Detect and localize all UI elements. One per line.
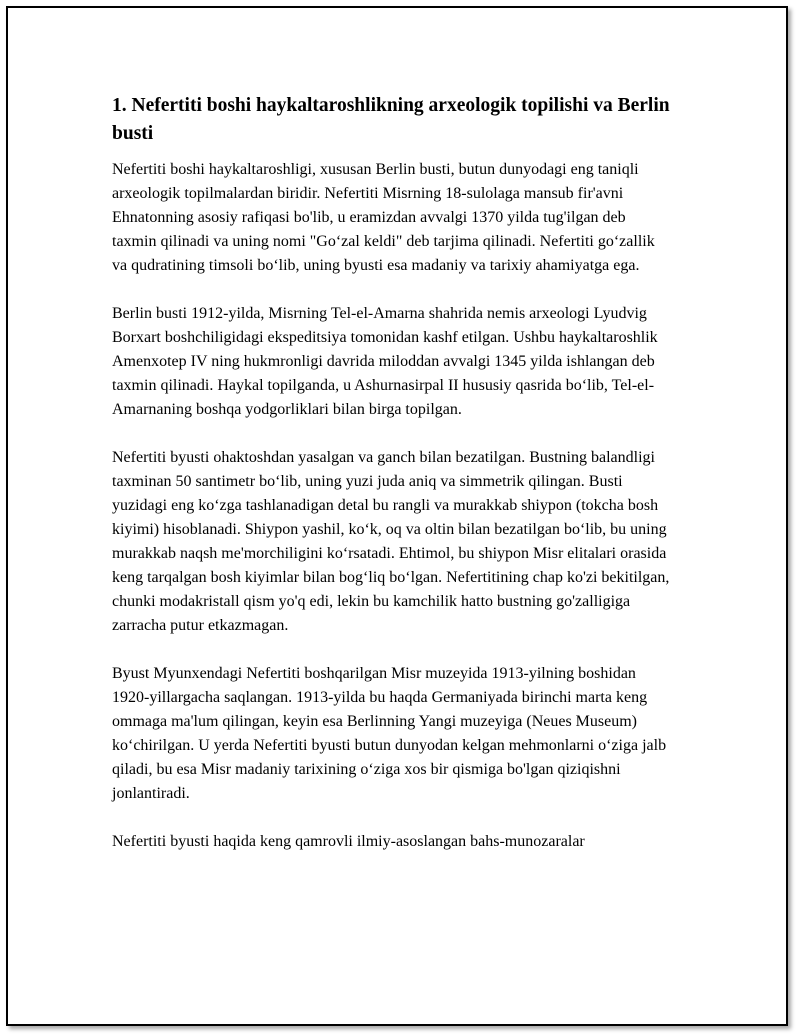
paragraph-museum: Byust Myunxendagi Nefertiti boshqarilgan Misr muzeyida 1913-yilning boshidan 1920-yillargacha saqlangan. 1913-yilda bu haqda Germaniyada birinchi marta keng ommaga ma'lum qilingan, keyin esa Berlinning Yangi muzeyiga (Neues Museum) ko‘chirilgan. U yerda Nefertiti byusti butun dunyodan kelgan mehmonlarni o‘ziga jalb qiladi, bu esa Misr madaniy tarixining o‘ziga xos bir qismiga bo'lgan qiziqishni jonlantiradi. — [112, 665, 667, 802]
paragraph-intro: Nefertiti boshi haykaltaroshligi, xususan Berlin busti, butun dunyodagi eng taniqli arxeologik topilmalardan biridir. Nefertiti Misrning 18-sulolaga mansub fir'avni Ehnatonning asosiy rafiqasi bo'lib, u eramizdan avvalgi 1370 yilda tug'ilgan deb taxmin qilinadi va uning nomi "Go‘zal keldi" deb tarjima qilinadi. Nefertiti go‘zallik va qudratining timsoli bo‘lib, uning byusti esa madaniy va tarixiy ahamiyatga ega. — [112, 161, 655, 274]
section-heading: 1. Nefertiti boshi haykaltaroshlikning arxeologik topilishi va Berlin busti — [112, 95, 670, 144]
paragraph-description: Nefertiti byusti ohaktoshdan yasalgan va ganch bilan bezatilgan. Bustning balandligi taxminan 50 santimetr bo‘lib, uning yuzi juda aniq va simmetrik qilingan. Busti yuzidagi eng ko‘zga tashlanadigan detal bu rangli va murakkab shiypon (tokcha bosh kiyimi) hisoblanadi. Shiypon yashil, ko‘k, oq va oltin bilan bezatilgan bo‘lib, bu uning murakkab naqsh me'morchiligini ko‘rsatadi. Ehtimol, bu shiypon Misr elitalari orasida keng tarqalgan bosh kiyimlar bilan bog‘liq bo‘lgan. Nefertitining chap ko'zi bekitilgan, chunki modakristall qism yo'q edi, lekin bu kamchilik hatto bustning go'zalligiga zarracha putur etkazmagan. — [112, 449, 670, 634]
paragraph-debate: Nefertiti byusti haqida keng qamrovli ilmiy-asoslangan bahs-munozaralar — [112, 833, 585, 850]
document-body — [112, 92, 672, 878]
paragraph-discovery: Berlin busti 1912-yilda, Misrning Tel-el-Amarna shahrida nemis arxeologi Lyudvig Borxart boshchiligidagi ekspeditsiya tomonidan kashf etilgan. Ushbu haykaltaroshlik Amenxotep IV ning hukmronligi davrida miloddan avvalgi 1345 yilda ishlangan deb taxmin qilinadi. Haykal topilganda, u Ashurnasirpal II hususiy qasrida bo‘lib, Tel-el-Amarnaning boshqa yodgorliklari bilan birga topilgan. — [112, 305, 658, 418]
